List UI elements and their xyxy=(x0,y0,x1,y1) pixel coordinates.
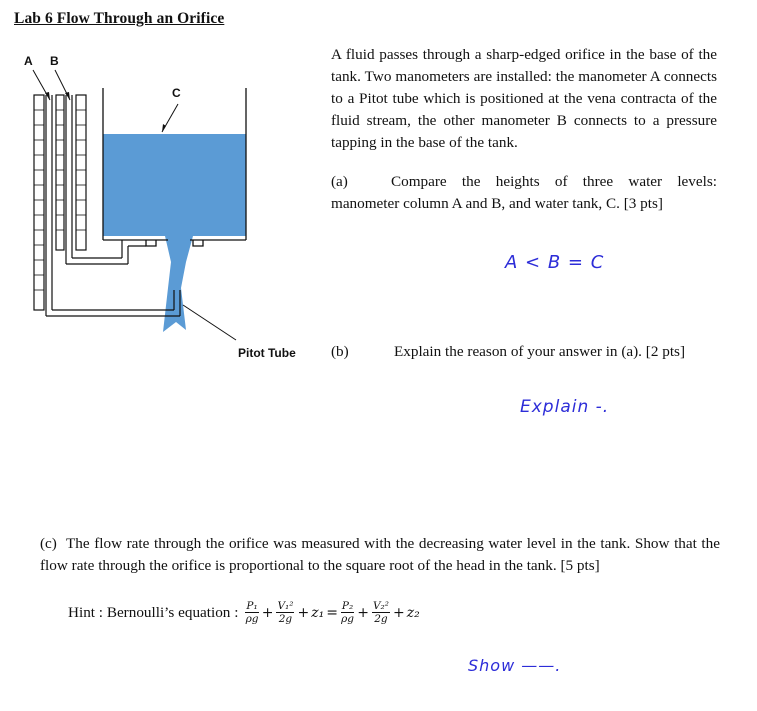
frac-p2 xyxy=(341,600,354,625)
hint-equation xyxy=(68,600,420,625)
v1: V₁² xyxy=(277,600,294,612)
z1: z₁ xyxy=(311,604,325,621)
question-c-label: (c) xyxy=(40,535,57,552)
answer-c-handwritten: Show ——. xyxy=(468,656,562,675)
plus-1: + xyxy=(261,604,274,621)
z2: z₂ xyxy=(406,604,420,621)
two-g-2: 2g xyxy=(374,613,388,625)
answer-a-handwritten: A < B = C xyxy=(505,252,605,273)
rho-g-2: ρg xyxy=(341,613,355,625)
label-manometer-a: A xyxy=(24,54,33,68)
plus-4: + xyxy=(392,604,405,621)
two-g-1: 2g xyxy=(278,613,293,625)
label-manometer-b: B xyxy=(50,54,59,68)
water-jet xyxy=(163,236,193,332)
question-b-text: Explain the reason of your answer in (a). [2 pts] xyxy=(394,343,686,360)
question-a xyxy=(331,171,717,215)
intro-paragraph: A fluid passes through a sharp-edged orifice in the base of the tank. Two manometers are installed: the manometer A connects to a Pitot tube which is positioned at the vena contracta of the fluid stream, the other manometer B connects to a pressure tapping in the base of the tank. xyxy=(331,46,717,151)
frac-v2 xyxy=(372,600,390,625)
frac-v1 xyxy=(276,600,294,625)
equals-sign: = xyxy=(326,604,338,621)
label-pitot-tube: Pitot Tube xyxy=(238,346,296,360)
rho-g-1: ρg xyxy=(245,613,259,625)
plus-2: + xyxy=(297,604,310,621)
question-b xyxy=(331,343,685,361)
question-c-text: The flow rate through the orifice was measured with the decreasing water level in the tank. Show that the flow rate through the orifice is proportional to the square root of the head in the tank. [5 pts] xyxy=(40,535,720,574)
arrow-pitot xyxy=(183,305,236,340)
hint-prefix: Hint : Bernoulli’s equation : xyxy=(68,603,239,621)
page-title: Lab 6 Flow Through an Orifice xyxy=(14,10,225,27)
tank-water xyxy=(103,134,246,236)
question-c xyxy=(40,533,720,577)
question-a-text: Compare the heights of three water levels: manometer column A and B, and water tank, C. [3 pts] xyxy=(331,173,717,212)
answer-b-handwritten: Explain -. xyxy=(520,397,610,417)
orifice-diagram xyxy=(0,0,330,345)
question-b-label: (b) xyxy=(331,343,349,360)
v2: V₂² xyxy=(372,600,389,612)
p2: P₂ xyxy=(341,600,354,612)
p1: P₁ xyxy=(246,600,258,612)
label-tank-c: C xyxy=(172,86,181,100)
frac-p1 xyxy=(245,600,258,625)
question-a-label: (a) xyxy=(331,173,348,190)
plus-3: + xyxy=(357,604,369,621)
